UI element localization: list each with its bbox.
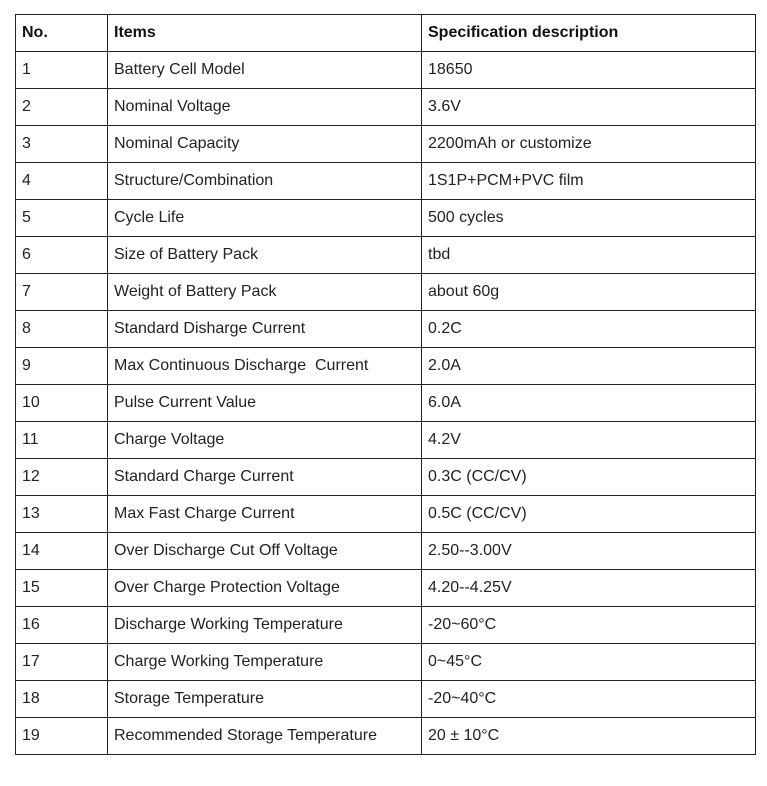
table-row <box>16 274 756 311</box>
specification-value-cell: 20 ± 10°C <box>422 718 756 755</box>
table-header <box>16 15 756 52</box>
header-items: Items <box>108 15 422 52</box>
table-row <box>16 237 756 274</box>
row-number-cell: 15 <box>16 570 108 607</box>
item-name-cell: Standard Disharge Current <box>108 311 422 348</box>
row-number-cell: 3 <box>16 126 108 163</box>
row-number-cell: 18 <box>16 681 108 718</box>
row-number-cell: 10 <box>16 385 108 422</box>
header-row <box>16 15 756 52</box>
table-row <box>16 385 756 422</box>
row-number-cell: 6 <box>16 237 108 274</box>
specification-value-cell: 2.50--3.00V <box>422 533 756 570</box>
item-name-cell: Max Fast Charge Current <box>108 496 422 533</box>
table-row <box>16 89 756 126</box>
item-name-cell: Discharge Working Temperature <box>108 607 422 644</box>
row-number-cell: 13 <box>16 496 108 533</box>
specification-value-cell: 4.2V <box>422 422 756 459</box>
row-number-cell: 8 <box>16 311 108 348</box>
specification-value-cell: about 60g <box>422 274 756 311</box>
item-name-cell: Recommended Storage Temperature <box>108 718 422 755</box>
item-name-cell: Pulse Current Value <box>108 385 422 422</box>
specification-value-cell: 0~45°C <box>422 644 756 681</box>
item-name-cell: Nominal Voltage <box>108 89 422 126</box>
specification-value-cell: 500 cycles <box>422 200 756 237</box>
table-row <box>16 644 756 681</box>
header-specification: Specification description <box>422 15 756 52</box>
table-row <box>16 348 756 385</box>
row-number-cell: 17 <box>16 644 108 681</box>
item-name-cell: Weight of Battery Pack <box>108 274 422 311</box>
table-row <box>16 311 756 348</box>
specification-value-cell: 4.20--4.25V <box>422 570 756 607</box>
table-row <box>16 422 756 459</box>
specification-value-cell: -20~40°C <box>422 681 756 718</box>
item-name-cell: Charge Voltage <box>108 422 422 459</box>
item-name-cell: Cycle Life <box>108 200 422 237</box>
specification-value-cell: -20~60°C <box>422 607 756 644</box>
row-number-cell: 7 <box>16 274 108 311</box>
item-name-cell: Size of Battery Pack <box>108 237 422 274</box>
specification-value-cell: 2.0A <box>422 348 756 385</box>
item-name-cell: Standard Charge Current <box>108 459 422 496</box>
item-name-cell: Structure/Combination <box>108 163 422 200</box>
row-number-cell: 11 <box>16 422 108 459</box>
table-row <box>16 126 756 163</box>
row-number-cell: 19 <box>16 718 108 755</box>
item-name-cell: Charge Working Temperature <box>108 644 422 681</box>
specification-value-cell: 0.2C <box>422 311 756 348</box>
row-number-cell: 5 <box>16 200 108 237</box>
table-row <box>16 533 756 570</box>
item-name-cell: Storage Temperature <box>108 681 422 718</box>
table-row <box>16 200 756 237</box>
specification-value-cell: 18650 <box>422 52 756 89</box>
row-number-cell: 9 <box>16 348 108 385</box>
table-row <box>16 459 756 496</box>
row-number-cell: 12 <box>16 459 108 496</box>
table-row <box>16 496 756 533</box>
specification-value-cell: 6.0A <box>422 385 756 422</box>
table-row <box>16 570 756 607</box>
specification-value-cell: 0.5C (CC/CV) <box>422 496 756 533</box>
table-row <box>16 52 756 89</box>
item-name-cell: Battery Cell Model <box>108 52 422 89</box>
table-row <box>16 607 756 644</box>
specification-value-cell: tbd <box>422 237 756 274</box>
row-number-cell: 1 <box>16 52 108 89</box>
specification-table <box>15 14 756 755</box>
item-name-cell: Max Continuous Discharge Current <box>108 348 422 385</box>
specification-value-cell: 3.6V <box>422 89 756 126</box>
table-row <box>16 718 756 755</box>
specification-value-cell: 0.3C (CC/CV) <box>422 459 756 496</box>
header-no: No. <box>16 15 108 52</box>
row-number-cell: 16 <box>16 607 108 644</box>
table-row <box>16 163 756 200</box>
item-name-cell: Nominal Capacity <box>108 126 422 163</box>
row-number-cell: 2 <box>16 89 108 126</box>
item-name-cell: Over Discharge Cut Off Voltage <box>108 533 422 570</box>
table-body <box>16 52 756 755</box>
item-name-cell: Over Charge Protection Voltage <box>108 570 422 607</box>
specification-value-cell: 2200mAh or customize <box>422 126 756 163</box>
row-number-cell: 14 <box>16 533 108 570</box>
row-number-cell: 4 <box>16 163 108 200</box>
specification-value-cell: 1S1P+PCM+PVC film <box>422 163 756 200</box>
table-row <box>16 681 756 718</box>
